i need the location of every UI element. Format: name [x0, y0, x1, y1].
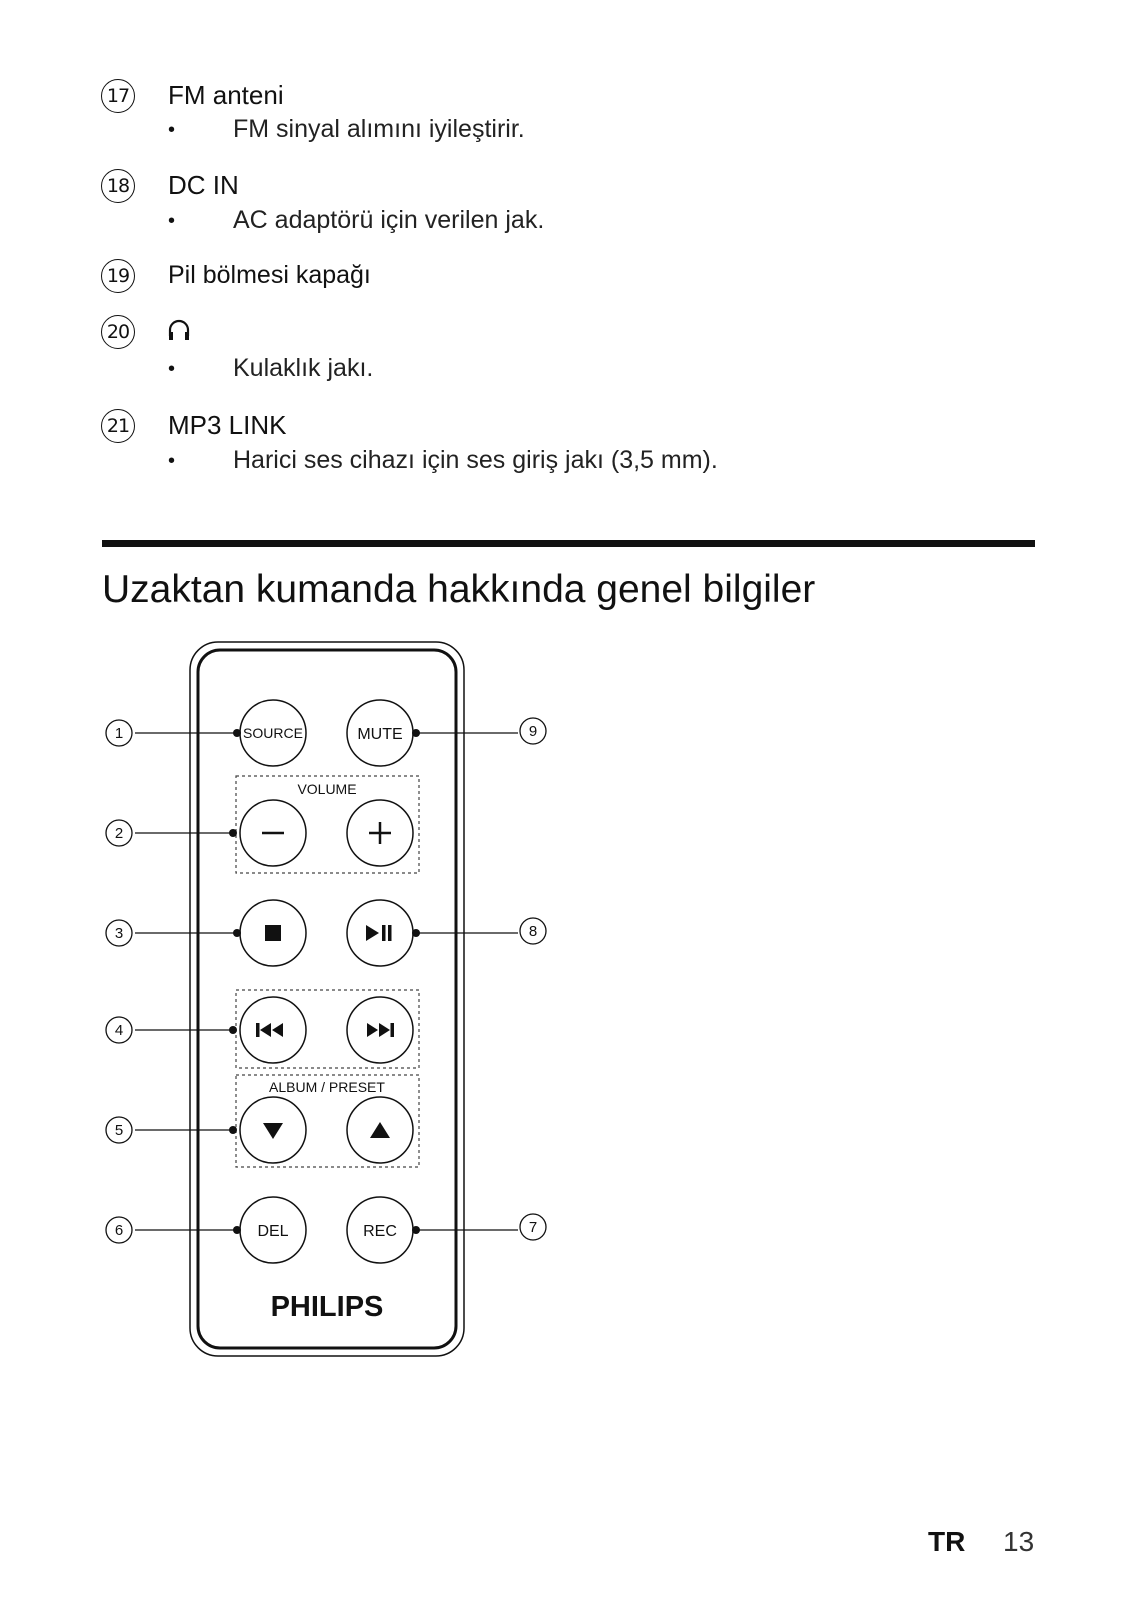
stop-icon — [265, 925, 281, 941]
section-heading: Uzaktan kumanda hakkında genel bilgiler — [102, 568, 816, 611]
source-button-label: SOURCE — [243, 725, 303, 741]
callout-7-label: 7 — [528, 1219, 538, 1236]
bullet-marker: • — [168, 450, 176, 472]
item-title-dc-in: DC IN — [168, 170, 239, 200]
callout-2-label: 2 — [114, 825, 124, 842]
callout-6-label: 6 — [114, 1222, 124, 1239]
item-number-21: 21 — [101, 409, 135, 443]
callout-4-label: 4 — [114, 1022, 124, 1039]
bullet-marker: • — [168, 358, 176, 380]
item-title-fm-antenna: FM anteni — [168, 80, 284, 110]
item-title-battery-cover: Pil bölmesi kapağı — [168, 261, 371, 289]
bullet-marker: • — [168, 210, 176, 232]
del-button-label: DEL — [257, 1223, 289, 1240]
callout-9-label: 9 — [528, 723, 538, 740]
mute-button-label: MUTE — [357, 726, 403, 743]
item-title-mp3-link: MP3 LINK — [168, 410, 287, 440]
item-number-19: 19 — [101, 259, 135, 293]
item-number-18: 18 — [101, 169, 135, 203]
item-number-20: 20 — [101, 315, 135, 349]
callout-5-label: 5 — [114, 1122, 124, 1139]
album-preset-label: ALBUM / PRESET — [269, 1079, 385, 1095]
footer-language: TR — [928, 1526, 966, 1557]
bullet-marker: • — [168, 119, 176, 141]
item-desc-headphone-jack: Kulaklık jakı. — [233, 354, 374, 382]
philips-logo: PHILIPS — [270, 1291, 384, 1323]
remote-body-inner — [198, 650, 456, 1348]
volume-label: VOLUME — [297, 781, 357, 797]
item-desc-fm-antenna: FM sinyal alımını iyileştirir. — [233, 115, 525, 143]
callout-8-label: 8 — [528, 923, 538, 940]
callout-1-label: 1 — [114, 725, 124, 742]
callout-3-label: 3 — [114, 925, 124, 942]
item-desc-dc-in: AC adaptörü için verilen jak. — [233, 206, 545, 234]
rec-button-label: REC — [363, 1223, 397, 1240]
play-pause-button[interactable] — [347, 900, 413, 966]
item-number-17: 17 — [101, 79, 135, 113]
item-desc-mp3-link: Harici ses cihazı için ses giriş jakı (3,5 mm). — [233, 446, 718, 474]
footer-page-number: 13 — [1003, 1526, 1035, 1557]
